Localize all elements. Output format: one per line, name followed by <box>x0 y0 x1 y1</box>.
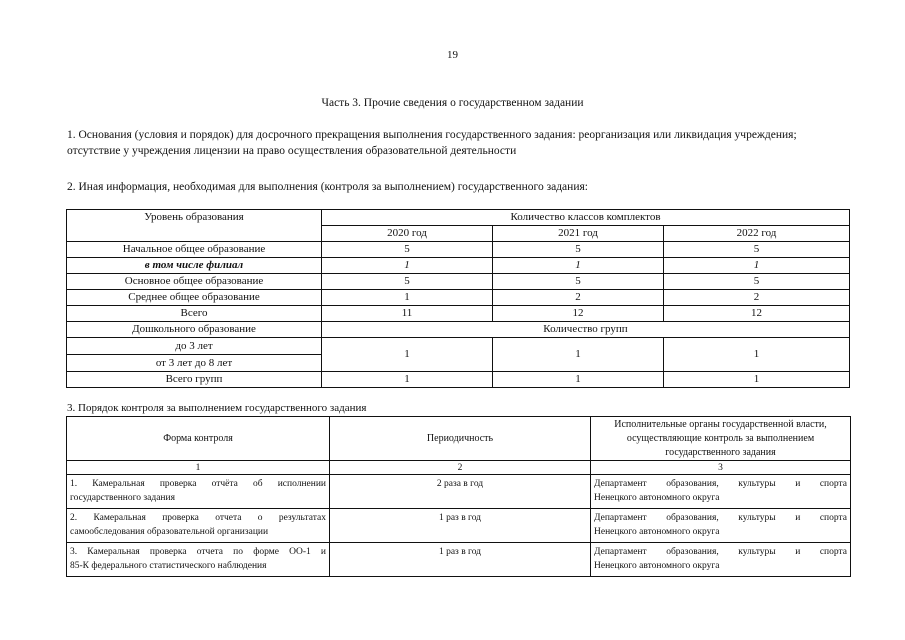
cell-value: 1 <box>493 338 664 372</box>
age-label: от 3 лет до 8 лет <box>67 355 322 372</box>
row-label: Всего групп <box>67 372 322 388</box>
table-row <box>67 475 851 509</box>
row-label: Всего <box>67 306 322 322</box>
age-label: до 3 лет <box>67 338 322 355</box>
authority: Департамент образования, культуры и спорта Ненецкого автономного округа <box>591 475 851 509</box>
groups-header: Количество групп <box>322 322 850 338</box>
cell-value: 5 <box>493 242 664 258</box>
education-levels-table <box>66 209 850 388</box>
period-header: Периодичность <box>330 417 591 461</box>
cell-value: 5 <box>664 242 850 258</box>
cell-value: 1 <box>322 338 493 372</box>
row-label: Начальное общее образование <box>67 242 322 258</box>
col-number: 1 <box>67 461 330 475</box>
control-procedure-table <box>66 416 851 577</box>
cell-value: 5 <box>493 274 664 290</box>
table-row <box>67 338 850 355</box>
periodicity: 1 раз в год <box>330 543 591 577</box>
year-header: 2020 год <box>322 226 493 242</box>
cell-value: 5 <box>664 274 850 290</box>
preschool-label: Дошкольного образование <box>67 322 322 338</box>
page-number: 19 <box>447 49 458 61</box>
cell-value: 1 <box>322 258 493 274</box>
cell-value: 2 <box>493 290 664 306</box>
cell-value: 1 <box>322 372 493 388</box>
col-number: 2 <box>330 461 591 475</box>
form-header: Форма контроля <box>67 417 330 461</box>
authority: Департамент образования, культуры и спорта Ненецкого автономного округа <box>591 543 851 577</box>
col-classes-header: Количество классов комплектов <box>322 210 850 226</box>
table-row <box>67 274 850 290</box>
periodicity: 1 раз в год <box>330 509 591 543</box>
control-form: 3. Камеральная проверка отчета по форме ОО-1 и 85-К федерального статистического наблюдения <box>67 543 330 577</box>
cell-value: 2 <box>664 290 850 306</box>
table-row <box>67 258 850 274</box>
cell-value: 5 <box>322 242 493 258</box>
cell-value: 1 <box>493 258 664 274</box>
control-form: 1. Камеральная проверка отчёта об исполнении государственного задания <box>67 475 330 509</box>
cell-value: 1 <box>493 372 664 388</box>
control-form: 2. Камеральная проверка отчета о результатах самообследования образовательной организации <box>67 509 330 543</box>
col-number: 3 <box>591 461 851 475</box>
periodicity: 2 раза в год <box>330 475 591 509</box>
table-row <box>67 242 850 258</box>
cell-value: 1 <box>664 338 850 372</box>
table-row <box>67 306 850 322</box>
cell-value: 1 <box>664 372 850 388</box>
row-label: в том числе филиал <box>67 258 322 274</box>
row-label: Основное общее образование <box>67 274 322 290</box>
cell-value: 1 <box>664 258 850 274</box>
year-header: 2022 год <box>664 226 850 242</box>
cell-value: 12 <box>664 306 850 322</box>
table-row <box>67 290 850 306</box>
section1-text: 1. Основания (условия и порядок) для досрочного прекращения выполнения государственного задания: реорганизация или ликвидация учреждения; отсутствие у учреждения лицензии на право осуществления образовательной деятельности <box>67 129 797 157</box>
section3-text: 3. Порядок контроля за выполнением государственного задания <box>67 402 367 414</box>
cell-value: 11 <box>322 306 493 322</box>
table-row <box>67 509 851 543</box>
cell-value: 12 <box>493 306 664 322</box>
col-level-header: Уровень образования <box>67 210 322 242</box>
cell-value: 5 <box>322 274 493 290</box>
authority: Департамент образования, культуры и спорта Ненецкого автономного округа <box>591 509 851 543</box>
row-label: Среднее общее образование <box>67 290 322 306</box>
table-row <box>67 322 850 338</box>
cell-value: 1 <box>322 290 493 306</box>
section2-text: 2. Иная информация, необходимая для выполнения (контроля за выполнением) государственного задания: <box>67 181 588 193</box>
table-row <box>67 372 850 388</box>
authority-header: Исполнительные органы государственной власти, осуществляющие контроль за выполнением государственного задания <box>591 417 851 461</box>
year-header: 2021 год <box>493 226 664 242</box>
part-title: Часть 3. Прочие сведения о государственном задании <box>321 97 584 109</box>
table-row <box>67 543 851 577</box>
